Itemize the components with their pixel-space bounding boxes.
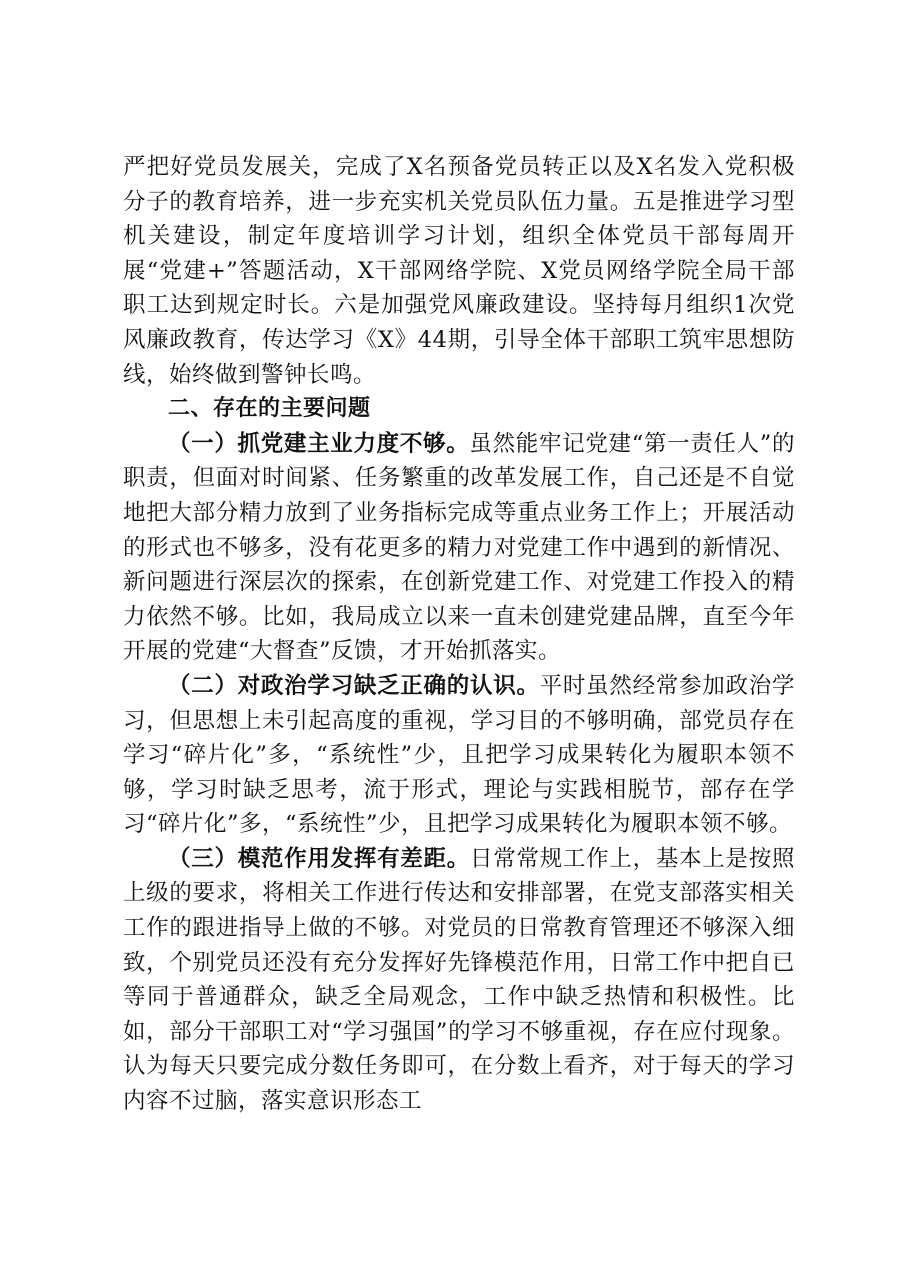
section-heading: 二、存在的主要问题 — [168, 396, 371, 422]
item-paragraph-3 — [123, 842, 795, 1119]
item-paragraph-1 — [123, 427, 795, 669]
item-paragraph-2 — [123, 669, 795, 842]
item-body-1: 虽然能牢记党建“第一责任人”的职责，但面对时间紧、任务繁重的改革发展工作，自己还是不自觉地把大部分精力放到了业务指标完成等重点业务工作上；开展活动的形式也不够多，没有花更多的精力对党建工作中遇到的新情况、新问题进行深层次的探索，在创新党建工作、对党建工作投入的精力依然不够。比如，我局成立以来一直未创建党建品牌，直至今年开展的党建“大督查”反馈，才开始抓落实。 — [123, 430, 795, 665]
paragraph-continued: 严把好党员发展关，完成了X名预备党员转正以及X名发入党积极分子的教育培养，进一步充实机关党员队伍力量。五是推进学习型机关建设，制定年度培训学习计划，组织全体党员干部每周开展“党建+”答题活动，X干部网络学院、X党员网络学院全局干部职工达到规定时长。六是加强党风廉政建设。坚持每月组织1次党风廉政教育，传达学习《X》44期，引导全体干部职工筑牢思想防线，始终做到警钟长鸣。 — [123, 154, 795, 388]
item-title-2: （二）对政治学习缺乏正确的认识。 — [168, 672, 540, 699]
item-body-3: 日常常规工作上，基本上是按照上级的要求，将相关工作进行传达和安排部署，在党支部落实相关工作的跟进指导上做的不够。对党员的日常教育管理还不够深入细致，个别党员还没有充分发挥好先锋模范作用，日常工作中把自已等同于普通群众，缺乏全局观念，工作中缺乏热情和积极性。比如，部分干部职工对“学习强国”的学习不够重视，存在应付现象。认为每天只要完成分数任务即可，在分数上看齐，对于每天的学习内容不过脑，落实意识形态工 — [123, 845, 795, 1115]
item-title-1: （一）抓党建主业力度不够。 — [168, 430, 470, 457]
document-page — [123, 150, 795, 1119]
item-body-2: 平时虽然经常参加政治学习，但思想上未引起高度的重视，学习目的不够明确，部党员存在学习“碎片化”多，“系统性”少，且把学习成果转化为履职本领不够，学习时缺乏思考，流于形式，理论与实践相脱节，部存在学习“碎片化”多，“系统性”少，且把学习成果转化为履职本领不够。 — [123, 672, 795, 838]
item-title-3: （三）模范作用发挥有差距。 — [168, 845, 470, 872]
